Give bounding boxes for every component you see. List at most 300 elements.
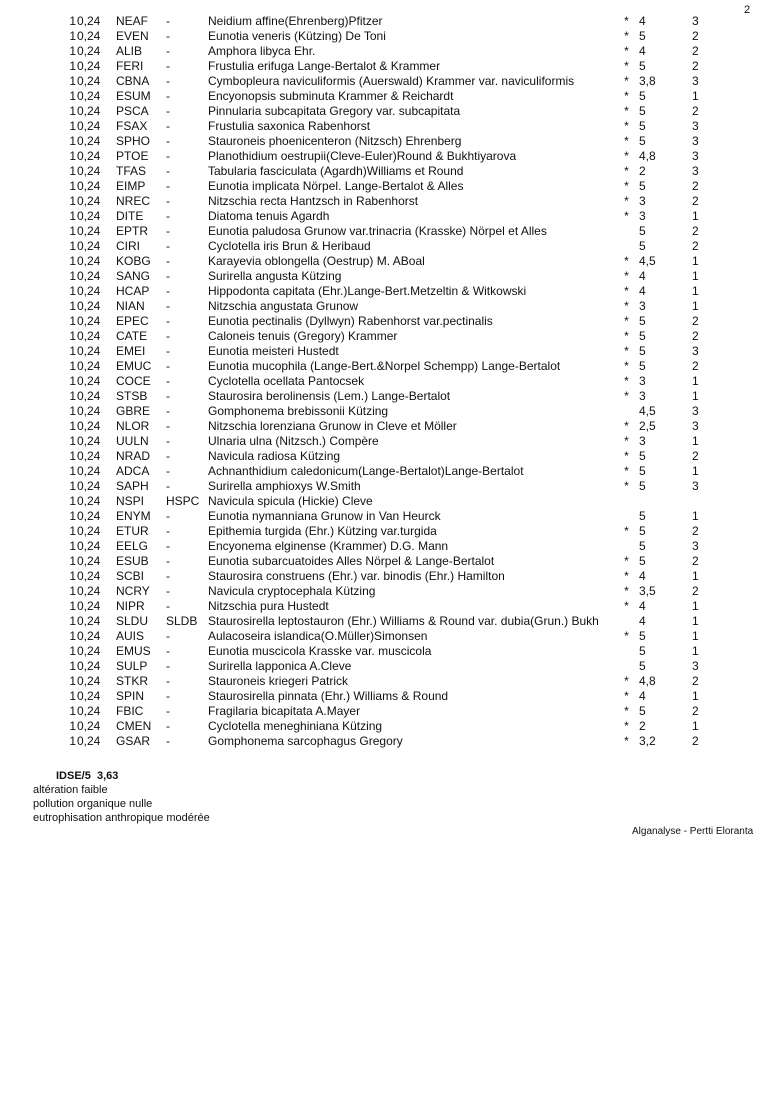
row-code: CIRI xyxy=(116,239,140,253)
row-abundance: 0,24 xyxy=(77,434,101,448)
row-code: PTOE xyxy=(116,149,149,163)
row-synonym: - xyxy=(166,539,170,553)
row-star-flag xyxy=(614,239,639,254)
row-sensitivity: 5 xyxy=(639,119,646,133)
row-taxon-name: Cyclotella meneghiniana Kützing xyxy=(208,719,383,733)
page-number: 2 xyxy=(744,4,751,16)
row-star-flag: * xyxy=(624,689,629,703)
row-abundance: 0,24 xyxy=(77,104,101,118)
row-indicator-value: 2 xyxy=(692,524,699,538)
table-row xyxy=(0,449,732,464)
row-indicator-value: 3 xyxy=(692,479,699,493)
row-indicator-value: 3 xyxy=(692,164,699,178)
row-synonym: - xyxy=(166,419,170,433)
row-sensitivity xyxy=(639,494,692,509)
row-star-flag xyxy=(614,644,639,659)
row-taxon-name: Nitzschia angustata Grunow xyxy=(208,299,359,313)
table-row xyxy=(0,629,732,644)
row-abundance: 0,24 xyxy=(77,239,101,253)
row-synonym: - xyxy=(166,59,170,73)
row-star-flag: * xyxy=(624,734,629,748)
row-sensitivity: 5 xyxy=(639,464,646,478)
row-taxon-name: Hippodonta capitata (Ehr.)Lange-Bert.Metzeltin & Witkowski xyxy=(208,284,527,298)
row-abundance: 0,24 xyxy=(77,254,101,268)
row-indicator-value: 1 xyxy=(692,644,699,658)
row-taxon-name: Eunotia muscicola Krasske var. muscicola xyxy=(208,644,432,658)
row-count: 1 xyxy=(69,359,76,373)
row-count: 1 xyxy=(69,704,76,718)
row-indicator-value: 2 xyxy=(692,179,699,193)
row-count: 1 xyxy=(69,434,76,448)
row-sensitivity: 4 xyxy=(639,599,646,613)
summary-eutrophication: eutrophisation anthropique modérée xyxy=(33,812,210,824)
row-count: 1 xyxy=(69,554,76,568)
row-sensitivity: 4,8 xyxy=(639,149,656,163)
row-sensitivity: 3 xyxy=(639,434,646,448)
row-taxon-name: Cymbopleura naviculiformis (Auerswald) Krammer var. naviculiformis xyxy=(208,74,575,88)
row-code: COCE xyxy=(116,374,151,388)
row-code: ALIB xyxy=(116,44,143,58)
table-row xyxy=(0,269,732,284)
row-sensitivity: 4 xyxy=(639,14,646,28)
row-indicator-value: 1 xyxy=(692,569,699,583)
row-code: FSAX xyxy=(116,119,148,133)
row-indicator-value: 3 xyxy=(692,344,699,358)
row-synonym: - xyxy=(166,29,170,43)
row-indicator-value: 1 xyxy=(692,719,699,733)
table-row xyxy=(0,149,732,164)
row-count: 1 xyxy=(69,464,76,478)
row-code: HCAP xyxy=(116,284,150,298)
table-row xyxy=(0,29,732,44)
row-indicator-value: 1 xyxy=(692,269,699,283)
row-sensitivity: 5 xyxy=(639,524,646,538)
row-indicator-value: 3 xyxy=(692,419,699,433)
row-taxon-name: Eunotia pectinalis (Dyllwyn) Rabenhorst var.pectinalis xyxy=(208,314,493,328)
row-sensitivity: 5 xyxy=(639,239,646,253)
row-code: NRAD xyxy=(116,449,151,463)
row-star-flag: * xyxy=(624,254,629,268)
row-indicator-value: 2 xyxy=(692,314,699,328)
table-row xyxy=(0,464,732,479)
row-star-flag: * xyxy=(624,284,629,298)
row-synonym: - xyxy=(166,149,170,163)
row-abundance: 0,24 xyxy=(77,59,101,73)
row-taxon-name: Pinnularia subcapitata Gregory var. subcapitata xyxy=(208,104,461,118)
row-abundance: 0,24 xyxy=(77,344,101,358)
row-code: ENYM xyxy=(116,509,151,523)
row-sensitivity: 5 xyxy=(639,629,646,643)
table-row xyxy=(0,509,732,524)
row-indicator-value xyxy=(692,494,732,509)
row-star-flag: * xyxy=(624,554,629,568)
table-row xyxy=(0,74,732,89)
row-star-flag xyxy=(614,614,639,629)
row-code: ADCA xyxy=(116,464,150,478)
row-star-flag: * xyxy=(624,479,629,493)
row-abundance: 0,24 xyxy=(77,359,101,373)
row-indicator-value: 3 xyxy=(692,74,699,88)
row-code: FERI xyxy=(116,59,144,73)
row-synonym: HSPC xyxy=(166,494,200,508)
table-row xyxy=(0,179,732,194)
row-star-flag: * xyxy=(624,29,629,43)
row-indicator-value: 3 xyxy=(692,134,699,148)
row-taxon-name: Surirella amphioxys W.Smith xyxy=(208,479,361,493)
row-sensitivity: 5 xyxy=(639,29,646,43)
row-synonym: - xyxy=(166,194,170,208)
table-row xyxy=(0,59,732,74)
row-sensitivity: 3,2 xyxy=(639,734,656,748)
row-synonym: - xyxy=(166,299,170,313)
row-abundance: 0,24 xyxy=(77,629,101,643)
row-star-flag: * xyxy=(624,179,629,193)
row-abundance: 0,24 xyxy=(77,644,101,658)
row-indicator-value: 2 xyxy=(692,239,699,253)
row-taxon-name: Stauroneis kriegeri Patrick xyxy=(208,674,349,688)
table-row xyxy=(0,599,732,614)
row-synonym: - xyxy=(166,674,170,688)
table-row xyxy=(0,539,732,554)
row-code: EMUC xyxy=(116,359,152,373)
table-row xyxy=(0,479,732,494)
row-abundance: 0,24 xyxy=(77,164,101,178)
row-indicator-value: 2 xyxy=(692,59,699,73)
row-synonym: - xyxy=(166,89,170,103)
row-sensitivity: 5 xyxy=(639,449,646,463)
row-code: UULN xyxy=(116,434,149,448)
row-synonym: - xyxy=(166,734,170,748)
row-star-flag: * xyxy=(624,584,629,598)
row-taxon-name: Gomphonema sarcophagus Gregory xyxy=(208,734,403,748)
row-star-flag xyxy=(614,494,639,509)
row-code: AUIS xyxy=(116,629,145,643)
row-code: NCRY xyxy=(116,584,150,598)
row-abundance: 0,24 xyxy=(77,74,101,88)
row-count: 1 xyxy=(69,164,76,178)
row-code: DITE xyxy=(116,209,144,223)
row-taxon-name: Stauroneis phoenicenteron (Nitzsch) Ehrenberg xyxy=(208,134,462,148)
row-abundance: 0,24 xyxy=(77,509,101,523)
row-code: PSCA xyxy=(116,104,149,118)
row-indicator-value: 2 xyxy=(692,359,699,373)
row-abundance: 0,24 xyxy=(77,704,101,718)
table-row xyxy=(0,524,732,539)
table-row xyxy=(0,584,732,599)
row-taxon-name: Amphora libyca Ehr. xyxy=(208,44,316,58)
row-star-flag: * xyxy=(624,674,629,688)
row-abundance: 0,24 xyxy=(77,494,101,508)
row-star-flag: * xyxy=(624,44,629,58)
row-code: SPIN xyxy=(116,689,145,703)
row-taxon-name: Karayevia oblongella (Oestrup) M. ABoal xyxy=(208,254,425,268)
row-taxon-name: Gomphonema brebissonii Kützing xyxy=(208,404,389,418)
row-abundance: 0,24 xyxy=(77,29,101,43)
row-synonym: - xyxy=(166,479,170,493)
row-taxon-name: Achnanthidium caledonicum(Lange-Bertalot)Lange-Bertalot xyxy=(208,464,524,478)
row-code: SANG xyxy=(116,269,151,283)
row-abundance: 0,24 xyxy=(77,14,101,28)
table-row xyxy=(0,374,732,389)
row-abundance: 0,24 xyxy=(77,449,101,463)
row-sensitivity: 4 xyxy=(639,614,646,628)
row-synonym: - xyxy=(166,314,170,328)
row-indicator-value: 2 xyxy=(692,674,699,688)
row-sensitivity: 2,5 xyxy=(639,419,656,433)
table-row xyxy=(0,494,732,509)
row-abundance: 0,24 xyxy=(77,329,101,343)
row-synonym: - xyxy=(166,329,170,343)
row-taxon-name: Surirella angusta Kützing xyxy=(208,269,342,283)
row-sensitivity: 4 xyxy=(639,689,646,703)
row-star-flag: * xyxy=(624,164,629,178)
row-count: 1 xyxy=(69,104,76,118)
row-count: 1 xyxy=(69,179,76,193)
table-row xyxy=(0,194,732,209)
row-sensitivity: 3,5 xyxy=(639,584,656,598)
row-synonym: - xyxy=(166,74,170,88)
row-synonym: - xyxy=(166,569,170,583)
row-count: 1 xyxy=(69,404,76,418)
row-synonym: - xyxy=(166,389,170,403)
row-taxon-name: Staurosirella pinnata (Ehr.) Williams & Round xyxy=(208,689,449,703)
row-count: 1 xyxy=(69,674,76,688)
row-count: 1 xyxy=(69,149,76,163)
row-count: 1 xyxy=(69,134,76,148)
row-count: 1 xyxy=(69,719,76,733)
row-sensitivity: 5 xyxy=(639,314,646,328)
row-abundance: 0,24 xyxy=(77,614,101,628)
row-star-flag: * xyxy=(624,389,629,403)
row-count: 1 xyxy=(69,599,76,613)
row-abundance: 0,24 xyxy=(77,194,101,208)
row-abundance: 0,24 xyxy=(77,599,101,613)
row-count: 1 xyxy=(69,494,76,508)
row-star-flag: * xyxy=(624,119,629,133)
table-row xyxy=(0,419,732,434)
row-code: EIMP xyxy=(116,179,146,193)
row-code: FBIC xyxy=(116,704,144,718)
row-count: 1 xyxy=(69,389,76,403)
table-row xyxy=(0,569,732,584)
row-sensitivity: 5 xyxy=(639,179,646,193)
row-count: 1 xyxy=(69,644,76,658)
row-count: 1 xyxy=(69,614,76,628)
row-star-flag: * xyxy=(624,314,629,328)
row-star-flag xyxy=(614,659,639,674)
idse-value: 3,63 xyxy=(96,770,119,782)
table-row xyxy=(0,164,732,179)
table-row xyxy=(0,89,732,104)
table-row xyxy=(0,614,732,629)
row-synonym: - xyxy=(166,404,170,418)
row-synonym: - xyxy=(166,599,170,613)
row-code: NREC xyxy=(116,194,151,208)
row-star-flag: * xyxy=(624,374,629,388)
row-star-flag xyxy=(614,539,639,554)
row-synonym: - xyxy=(166,269,170,283)
row-star-flag: * xyxy=(624,629,629,643)
row-synonym: - xyxy=(166,644,170,658)
table-row xyxy=(0,404,732,419)
row-synonym: - xyxy=(166,254,170,268)
row-sensitivity: 4 xyxy=(639,569,646,583)
table-row xyxy=(0,434,732,449)
row-taxon-name: Eunotia subarcuatoides Alles Nörpel & Lange-Bertalot xyxy=(208,554,495,568)
row-code: KOBG xyxy=(116,254,151,268)
row-code: GSAR xyxy=(116,734,151,748)
row-count: 1 xyxy=(69,74,76,88)
row-sensitivity: 4,8 xyxy=(639,674,656,688)
row-synonym: - xyxy=(166,134,170,148)
table-row xyxy=(0,104,732,119)
row-count: 1 xyxy=(69,269,76,283)
row-indicator-value: 3 xyxy=(692,119,699,133)
row-count: 1 xyxy=(69,569,76,583)
row-count: 1 xyxy=(69,254,76,268)
row-taxon-name: Navicula spicula (Hickie) Cleve xyxy=(208,494,373,508)
row-code: EMEI xyxy=(116,344,146,358)
row-synonym: - xyxy=(166,239,170,253)
row-code: TFAS xyxy=(116,164,147,178)
row-sensitivity: 5 xyxy=(639,479,646,493)
row-taxon-name: Cyclotella iris Brun & Heribaud xyxy=(208,239,371,253)
row-count: 1 xyxy=(69,659,76,673)
row-star-flag: * xyxy=(624,524,629,538)
idse-index xyxy=(56,770,118,783)
row-code: SAPH xyxy=(116,479,149,493)
row-sensitivity: 4 xyxy=(639,44,646,58)
row-code: EMUS xyxy=(116,644,151,658)
row-sensitivity: 5 xyxy=(639,224,646,238)
row-star-flag: * xyxy=(624,359,629,373)
row-star-flag xyxy=(614,224,639,239)
row-code: NSPI xyxy=(116,494,145,508)
row-taxon-name: Surirella lapponica A.Cleve xyxy=(208,659,352,673)
table-row xyxy=(0,14,732,29)
row-indicator-value: 1 xyxy=(692,374,699,388)
row-indicator-value: 2 xyxy=(692,44,699,58)
row-star-flag: * xyxy=(624,329,629,343)
row-indicator-value: 1 xyxy=(692,284,699,298)
row-indicator-value: 1 xyxy=(692,209,699,223)
row-count: 1 xyxy=(69,479,76,493)
table-row xyxy=(0,389,732,404)
row-code: EPEC xyxy=(116,314,149,328)
row-count: 1 xyxy=(69,239,76,253)
row-abundance: 0,24 xyxy=(77,224,101,238)
row-count: 1 xyxy=(69,689,76,703)
row-indicator-value: 3 xyxy=(692,659,699,673)
summary-alteration: altération faible xyxy=(33,784,108,796)
row-star-flag xyxy=(614,509,639,524)
row-abundance: 0,24 xyxy=(77,479,101,493)
row-abundance: 0,24 xyxy=(77,389,101,403)
table-row xyxy=(0,644,732,659)
row-count: 1 xyxy=(69,524,76,538)
row-count: 1 xyxy=(69,119,76,133)
row-sensitivity: 3 xyxy=(639,389,646,403)
row-taxon-name: Encyonopsis subminuta Krammer & Reichardt xyxy=(208,89,454,103)
row-abundance: 0,24 xyxy=(77,674,101,688)
row-synonym: - xyxy=(166,449,170,463)
table-row xyxy=(0,734,732,749)
row-count: 1 xyxy=(69,284,76,298)
row-sensitivity: 2 xyxy=(639,164,646,178)
row-count: 1 xyxy=(69,374,76,388)
table-row xyxy=(0,254,732,269)
row-abundance: 0,24 xyxy=(77,269,101,283)
row-taxon-name: Staurosira construens (Ehr.) var. binodis (Ehr.) Hamilton xyxy=(208,569,505,583)
row-sensitivity: 5 xyxy=(639,134,646,148)
row-sensitivity: 3 xyxy=(639,209,646,223)
row-code: EVEN xyxy=(116,29,149,43)
table-row xyxy=(0,554,732,569)
table-row xyxy=(0,209,732,224)
table-row xyxy=(0,314,732,329)
row-code: NIAN xyxy=(116,299,145,313)
row-star-flag: * xyxy=(624,14,629,28)
row-synonym: - xyxy=(166,224,170,238)
row-count: 1 xyxy=(69,224,76,238)
row-star-flag: * xyxy=(624,599,629,613)
row-taxon-name: Nitzschia lorenziana Grunow in Cleve et Möller xyxy=(208,419,457,433)
row-sensitivity: 5 xyxy=(639,104,646,118)
row-code: SCBI xyxy=(116,569,145,583)
row-synonym: - xyxy=(166,629,170,643)
row-star-flag: * xyxy=(624,449,629,463)
row-star-flag: * xyxy=(624,719,629,733)
table-row xyxy=(0,239,732,254)
row-abundance: 0,24 xyxy=(77,89,101,103)
row-indicator-value: 3 xyxy=(692,404,699,418)
row-code: ESUB xyxy=(116,554,149,568)
row-abundance: 0,24 xyxy=(77,149,101,163)
row-synonym: - xyxy=(166,659,170,673)
row-indicator-value: 2 xyxy=(692,29,699,43)
row-abundance: 0,24 xyxy=(77,209,101,223)
row-sensitivity: 3 xyxy=(639,299,646,313)
row-taxon-name: Staurosira berolinensis (Lem.) Lange-Bertalot xyxy=(208,389,451,403)
row-count: 1 xyxy=(69,209,76,223)
row-star-flag: * xyxy=(624,299,629,313)
row-taxon-name: Navicula cryptocephala Kützing xyxy=(208,584,376,598)
row-taxon-name: Frustulia saxonica Rabenhorst xyxy=(208,119,371,133)
table-row xyxy=(0,299,732,314)
row-sensitivity: 3,8 xyxy=(639,74,656,88)
row-sensitivity: 3 xyxy=(639,374,646,388)
row-indicator-value: 2 xyxy=(692,554,699,568)
row-code: SPHO xyxy=(116,134,151,148)
row-abundance: 0,24 xyxy=(77,539,101,553)
row-count: 1 xyxy=(69,734,76,748)
row-indicator-value: 2 xyxy=(692,104,699,118)
row-indicator-value: 3 xyxy=(692,539,699,553)
row-count: 1 xyxy=(69,194,76,208)
row-indicator-value: 2 xyxy=(692,194,699,208)
row-indicator-value: 1 xyxy=(692,254,699,268)
table-row xyxy=(0,674,732,689)
row-abundance: 0,24 xyxy=(77,584,101,598)
row-taxon-name: Diatoma tenuis Agardh xyxy=(208,209,330,223)
row-synonym: - xyxy=(166,719,170,733)
row-count: 1 xyxy=(69,329,76,343)
row-indicator-value: 2 xyxy=(692,584,699,598)
row-abundance: 0,24 xyxy=(77,689,101,703)
row-indicator-value: 1 xyxy=(692,614,699,628)
row-indicator-value: 3 xyxy=(692,149,699,163)
idse-label: IDSE/5 xyxy=(56,770,91,782)
